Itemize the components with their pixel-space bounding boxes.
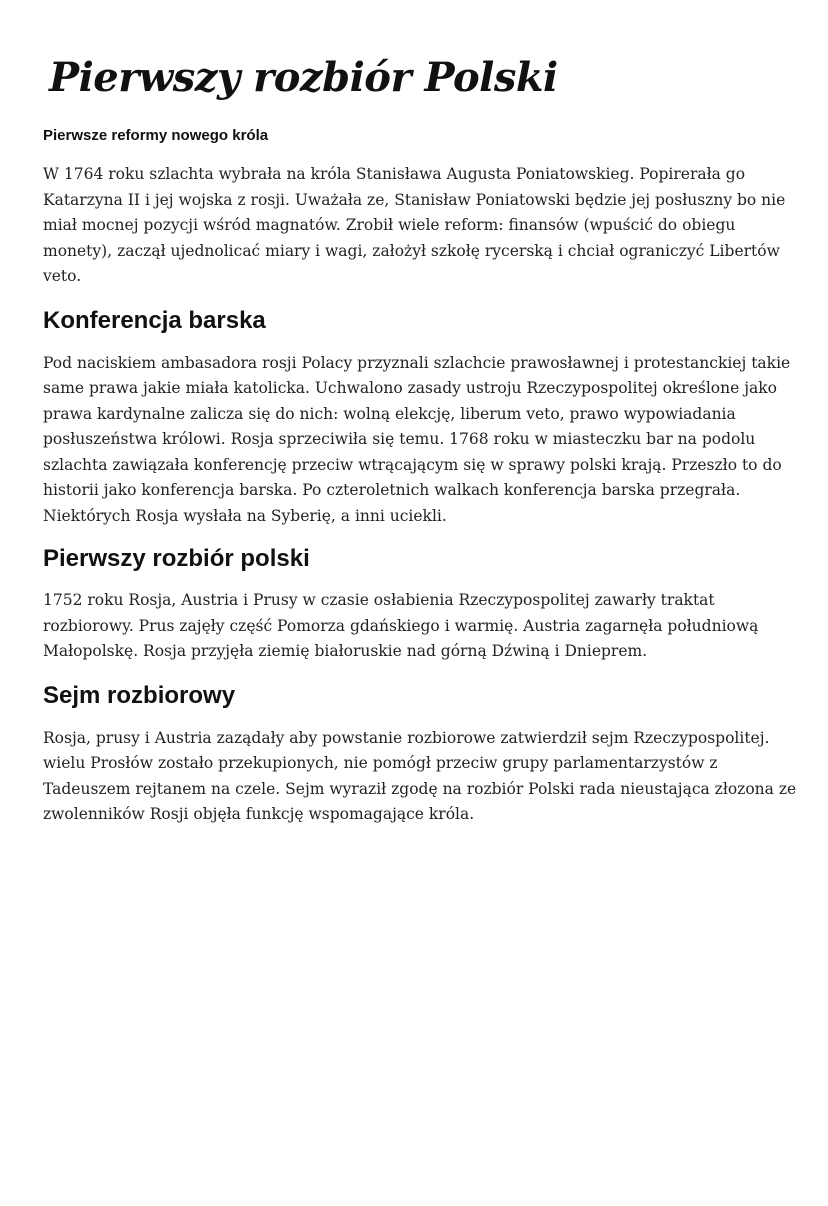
page-title: Pierwszy rozbiór Polski	[49, 54, 558, 101]
section-heading-sejm-rozbiorowy: Sejm rozbiorowy	[43, 681, 236, 709]
document-page	[43, 0, 803, 828]
section-paragraph-konferencja-barska: Pod naciskiem ambasadora rosji Polacy przyznali szlachcie prawosławnej i protestanckiej takie same prawa jakie miała katolicka. Uchwalono zasady ustroju Rzeczypospolitej określone jako prawa kardynalne zalicza się do nich: wolną elekcję, liberum veto, prawo wypowiadania posłuszeństwa królowi. Rosja sprzeciwiła się temu. 1768 roku w miasteczku bar na podolu szlachta zawiązała konferencję przeciw wtrącającym się w sprawy polski krają. Przeszło to do historii jako konferencja barska. Po czteroletnich walkach konferencja barska przegrała. Niektórych Rosja wysłała na Syberię, a inni uciekli.	[43, 353, 791, 525]
subheading-first-reforms: Pierwsze reformy nowego króla	[43, 127, 269, 144]
section-heading-konferencja-barska: Konferencja barska	[43, 306, 266, 334]
intro-paragraph: W 1764 roku szlachta wybrała na króla Stanisława Augusta Poniatowskieg. Popirerała go Katarzyna II i jej wojska z rosji. Uważała ze, Stanisław Poniatowski będzie jej posłuszny bo nie miał mocnej pozycji wśród magnatów. Zrobił wiele reform: finansów (wpuścić do obiegu monety), zaczął ujednolicać miary i wagi, założył szkołę rycerską i chciał ograniczyć Libertów veto.	[43, 165, 786, 285]
section-paragraph-pierwszy-rozbior: 1752 roku Rosja, Austria i Prusy w czasie osłabienia Rzeczypospolitej zawarły traktat rozbiorowy. Prus zajęły część Pomorza gdańskiego i warmię. Austria zagarnęła południową Małopolskę. Rosja przyjęła ziemię białoruskie nad górną Dźwiną i Dnieprem.	[43, 591, 759, 660]
section-heading-pierwszy-rozbior: Pierwszy rozbiór polski	[43, 545, 310, 572]
section-paragraph-sejm-rozbiorowy: Rosja, prusy i Austria zaządały aby powstanie rozbiorowe zatwierdził sejm Rzeczypospolitej. wielu Prosłów zostało przekupionych, nie pomógł przeciw grupy parlamentarzystów z Tadeuszem rejtanem na czele. Sejm wyraził zgodę na rozbiór Polski rada nieustająca złozona ze zwolenników Rosji objęła funkcję wspomagające króla.	[43, 728, 797, 823]
